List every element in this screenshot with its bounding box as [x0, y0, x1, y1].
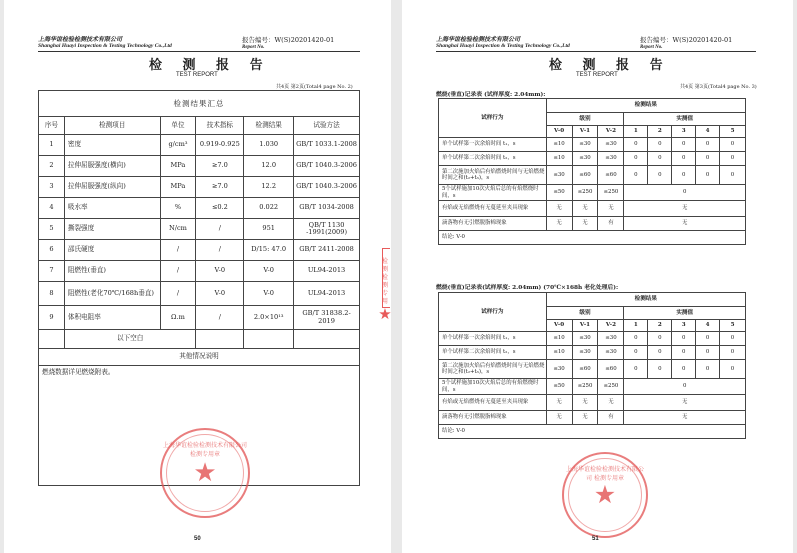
report-number: 报告编号：W(S)20201420-01 Report No.	[242, 36, 335, 50]
summary-cell-no: 8	[39, 282, 65, 306]
grade-v0-value: ≤10	[546, 346, 572, 360]
measured-value: 0	[720, 138, 746, 152]
measured-value: 0	[696, 346, 720, 360]
measured-value-merged: 无	[624, 411, 746, 425]
grade-v2-value: 无	[598, 395, 624, 411]
fire-row	[439, 360, 746, 379]
summary-cell-result: 12.2	[244, 177, 294, 198]
measured-value: 0	[672, 138, 696, 152]
measured-value: 0	[672, 152, 696, 166]
fire-row-label: 有焰或无焰燃烧有无蔓延至夹具现象	[439, 201, 547, 217]
grade-v1-value: 无	[572, 395, 598, 411]
grade-v2-value: ≤60	[598, 166, 624, 185]
fire-row	[439, 185, 746, 201]
summary-row	[39, 306, 360, 330]
sample-label: 4	[696, 320, 720, 332]
company-name-cn: 上海华谊检验检测技术有限公司	[436, 36, 521, 43]
grade-v0-value: 无	[546, 411, 572, 425]
measured-value: 0	[696, 152, 720, 166]
header-rule	[436, 51, 756, 52]
summary-cell-method: GB/T 2411-2008	[294, 240, 360, 261]
summary-cell-spec: /	[196, 240, 244, 261]
report-page-right	[402, 0, 793, 553]
grade-v2-value: ≤30	[598, 346, 624, 360]
grade-v1-value: 无	[572, 201, 598, 217]
summary-cell-item: 拉伸屈服强度(横向)	[64, 156, 160, 177]
summary-cell-no: 5	[39, 219, 65, 240]
summary-cell-method: GB/T 1040.3-2006	[294, 156, 360, 177]
fire-row	[439, 395, 746, 411]
summary-cell-item: 邵氏硬度	[64, 240, 160, 261]
fire-table-1-title: 燃烧(垂直)记录表 (试样厚度: 2.04mm):	[436, 92, 546, 98]
summary-table	[38, 90, 360, 486]
measured-value-merged: 无	[624, 201, 746, 217]
summary-cell-spec: ≥7.0	[196, 177, 244, 198]
summary-row	[39, 135, 360, 156]
sample-label: 2	[648, 126, 672, 138]
fire-table-2-title: 燃烧(垂直)记录表(试样厚度: 2.04mm) (70℃×168h 老化处理后):	[436, 285, 619, 291]
company-header	[38, 36, 172, 50]
measured-value: 0	[624, 332, 648, 346]
grade-label: V-0	[546, 126, 572, 138]
summary-row	[39, 156, 360, 177]
grade-v1-value: ≤60	[572, 360, 598, 379]
seal-star-icon: ★	[193, 458, 217, 488]
summary-cell-unit: /	[160, 240, 196, 261]
summary-cell-method: GB/T 31838.2-2019	[294, 306, 360, 330]
other-notes-title: 其他情况说明	[39, 349, 360, 366]
summary-cell-result: V-0	[244, 261, 294, 282]
fire-row-label: 第二次施加火焰后有焰燃烧时间与无焰燃烧时间之和(t₂+t₃)，s	[439, 166, 547, 185]
summary-cell-item: 密度	[64, 135, 160, 156]
fire-row-label: 滴落物有无引燃脱脂棉现象	[439, 411, 547, 425]
fire-row	[439, 166, 746, 185]
summary-cell-no: 3	[39, 177, 65, 198]
sample-label: 5	[720, 320, 746, 332]
sample-label: 4	[696, 126, 720, 138]
fire-row-label: 5个试样施加10次火焰后总的有焰燃烧时间，s	[439, 379, 547, 395]
grade-v2-value: 无	[598, 201, 624, 217]
grade-v2-value: ≤30	[598, 138, 624, 152]
summary-cell-item: 阻燃性(垂直)	[64, 261, 160, 282]
summary-cell-result: 12.0	[244, 156, 294, 177]
other-notes-text: 燃烧数据详见燃烧附表。	[39, 366, 360, 486]
summary-cell-item: 体积电阻率	[64, 306, 160, 330]
summary-cell-spec: V-0	[196, 282, 244, 306]
page-number: 51	[592, 536, 599, 542]
grade-label: V-1	[572, 320, 598, 332]
stamp-star-icon: ★	[378, 305, 392, 323]
page-number: 50	[194, 536, 201, 542]
grade-v0-value: ≤10	[546, 152, 572, 166]
measured-value-merged: 0	[624, 379, 746, 395]
col-grade-header: 级别	[546, 307, 624, 320]
grade-v1-value: ≤30	[572, 332, 598, 346]
measured-value: 0	[624, 166, 648, 185]
report-subtitle: TEST REPORT	[576, 72, 618, 78]
summary-cell-unit: MPa	[160, 177, 196, 198]
seam-stamp-left: 检测 检测专用 ★	[373, 258, 397, 322]
grade-v2-value: ≤60	[598, 360, 624, 379]
measured-value: 0	[624, 346, 648, 360]
measured-value: 0	[648, 166, 672, 185]
col-measured-header: 实测值	[624, 307, 746, 320]
col-behavior-header: 试样行为	[439, 293, 547, 332]
summary-cell-spec: ≥7.0	[196, 156, 244, 177]
col-measured-header: 实测值	[624, 113, 746, 126]
measured-value: 0	[672, 360, 696, 379]
sample-label: 5	[720, 126, 746, 138]
grade-v0-value: ≤30	[546, 360, 572, 379]
report-number: 报告编号：W(S)20201420-01 Report No.	[640, 36, 733, 50]
summary-cell-no: 9	[39, 306, 65, 330]
grade-v1-value: ≤30	[572, 152, 598, 166]
report-number-value: W(S)20201420-01	[672, 36, 733, 44]
col-results-header: 检测结果	[546, 99, 745, 113]
measured-value: 0	[648, 332, 672, 346]
measured-value-merged: 无	[624, 395, 746, 411]
summary-title: 检测结果汇总	[39, 91, 360, 117]
summary-cell-method: GB/T 1040.3-2006	[294, 177, 360, 198]
company-name-cn: 上海华谊检验检测技术有限公司	[38, 36, 123, 43]
grade-v2-value: ≤30	[598, 332, 624, 346]
grade-v1-value: ≤30	[572, 346, 598, 360]
page-info: 共4页 第3页(Total4 page No. 3)	[680, 84, 757, 90]
summary-cell-item: 撕裂强度	[64, 219, 160, 240]
grade-v2-value: 有	[598, 411, 624, 425]
measured-value: 0	[696, 332, 720, 346]
grade-label: V-0	[546, 320, 572, 332]
grade-v1-value: ≤250	[572, 185, 598, 201]
fire-row-label: 第二次施加火焰后有焰燃烧时间与无焰燃烧时间之和(t₂+t₃)，s	[439, 360, 547, 379]
summary-cell-no: 2	[39, 156, 65, 177]
grade-label: V-1	[572, 126, 598, 138]
company-name-en: Shanghai Huayi Inspection & Testing Technology Co.,Ltd	[436, 43, 570, 49]
grade-v0-value: ≤50	[546, 185, 572, 201]
measured-value-merged: 0	[624, 185, 746, 201]
fire-record-table-1	[438, 98, 746, 245]
summary-cell-result: V-0	[244, 282, 294, 306]
report-number-value: W(S)20201420-01	[274, 36, 335, 44]
summary-cell-spec: V-0	[196, 261, 244, 282]
summary-cell-result: D/15: 47.0	[244, 240, 294, 261]
summary-cell-no: 1	[39, 135, 65, 156]
summary-cell-no: 6	[39, 240, 65, 261]
grade-v0-value: ≤10	[546, 332, 572, 346]
measured-value: 0	[648, 138, 672, 152]
measured-value: 0	[624, 360, 648, 379]
summary-cell-unit: N/cm	[160, 219, 196, 240]
measured-value: 0	[720, 166, 746, 185]
measured-value: 0	[648, 152, 672, 166]
measured-value: 0	[720, 152, 746, 166]
fire-row	[439, 217, 746, 231]
summary-cell-spec: /	[196, 306, 244, 330]
grade-v1-value: ≤250	[572, 379, 598, 395]
fire-row	[439, 152, 746, 166]
grade-v1-value: 无	[572, 411, 598, 425]
official-seal: 上海华谊检验检测技术有限公司 检测专用章 ★	[160, 428, 250, 518]
summary-cell-method: UL94-2013	[294, 282, 360, 306]
measured-value: 0	[720, 360, 746, 379]
grade-v0-value: 无	[546, 395, 572, 411]
measured-value: 0	[648, 346, 672, 360]
summary-cell-result: 2.0×10¹³	[244, 306, 294, 330]
grade-v1-value: 无	[572, 217, 598, 231]
grade-label: V-2	[598, 320, 624, 332]
summary-row	[39, 219, 360, 240]
fire-row-label: 有焰或无焰燃烧有无蔓延至夹具现象	[439, 395, 547, 411]
summary-cell-method: GB/T 1034-2008	[294, 198, 360, 219]
grade-v2-value: ≤30	[598, 152, 624, 166]
summary-cell-item: 吸水率	[64, 198, 160, 219]
grade-v2-value: 有	[598, 217, 624, 231]
measured-value: 0	[672, 166, 696, 185]
measured-value: 0	[624, 138, 648, 152]
measured-value: 0	[648, 360, 672, 379]
summary-cell-item: 阻燃性(老化70℃/168h垂直)	[64, 282, 160, 306]
summary-row	[39, 282, 360, 306]
grade-v0-value: ≤30	[546, 166, 572, 185]
report-title: 检 测 报 告	[549, 58, 671, 73]
report-title: 检 测 报 告	[149, 58, 271, 73]
summary-cell-item: 拉伸屈服强度(纵向)	[64, 177, 160, 198]
report-subtitle: TEST REPORT	[176, 72, 218, 78]
summary-cell-spec: 0.919-0.925	[196, 135, 244, 156]
col-grade-header: 级别	[546, 113, 624, 126]
report-page-left	[4, 0, 391, 553]
fire-row-label: 单个试样第二次余焰时间 t₂，s	[439, 152, 547, 166]
col-behavior-header: 试样行为	[439, 99, 547, 138]
fire-row	[439, 346, 746, 360]
summary-cell-unit: %	[160, 198, 196, 219]
grade-label: V-2	[598, 126, 624, 138]
sample-label: 2	[648, 320, 672, 332]
summary-cell-unit: MPa	[160, 156, 196, 177]
sample-label: 1	[624, 320, 648, 332]
fire-row	[439, 411, 746, 425]
measured-value: 0	[720, 346, 746, 360]
summary-rows	[39, 135, 360, 330]
sample-label: 1	[624, 126, 648, 138]
measured-value: 0	[720, 332, 746, 346]
fire-row-label: 滴落物有无引燃脱脂棉现象	[439, 217, 547, 231]
grade-v0-value: 无	[546, 201, 572, 217]
summary-row	[39, 261, 360, 282]
grade-v1-value: ≤30	[572, 138, 598, 152]
summary-cell-spec: ≤0.2	[196, 198, 244, 219]
summary-cell-unit: /	[160, 261, 196, 282]
summary-cell-no: 4	[39, 198, 65, 219]
fire-row-label: 单个试样第二次余焰时间 t₂，s	[439, 346, 547, 360]
summary-row	[39, 177, 360, 198]
grade-v1-value: ≤60	[572, 166, 598, 185]
summary-cell-result: 951	[244, 219, 294, 240]
summary-cell-method: GB/T 1033.1-2008	[294, 135, 360, 156]
measured-value: 0	[696, 138, 720, 152]
summary-row	[39, 198, 360, 219]
fire-record-table-2	[438, 292, 746, 439]
grade-v2-value: ≤250	[598, 185, 624, 201]
summary-header-row: 序号 检测项目 单位 技术指标 检测结果 试验方法	[39, 117, 360, 135]
grade-v0-value: ≤50	[546, 379, 572, 395]
grade-v2-value: ≤250	[598, 379, 624, 395]
summary-cell-result: 0.022	[244, 198, 294, 219]
conclusion: 结论: V-0	[439, 425, 746, 439]
summary-row	[39, 240, 360, 261]
summary-cell-spec: /	[196, 219, 244, 240]
measured-value: 0	[696, 360, 720, 379]
seal-star-icon: ★	[593, 480, 617, 509]
conclusion: 结论: V-0	[439, 231, 746, 245]
header-rule	[38, 51, 360, 52]
sample-label: 3	[672, 126, 696, 138]
fire-row-label: 5个试样施加10次火焰后总的有焰燃烧时间，s	[439, 185, 547, 201]
fire-row	[439, 332, 746, 346]
fire-row-label: 单个试样第一次余焰时间 t₁，s	[439, 332, 547, 346]
sample-label: 3	[672, 320, 696, 332]
grade-v0-value: 无	[546, 217, 572, 231]
fire-row	[439, 138, 746, 152]
company-name-en: Shanghai Huayi Inspection & Testing Technology Co.,Ltd	[38, 43, 172, 49]
summary-cell-method: QB/T 1130 -1991(2009)	[294, 219, 360, 240]
measured-value: 0	[624, 152, 648, 166]
fire-row-label: 单个试样第一次余焰时间 t₁，s	[439, 138, 547, 152]
summary-cell-result: 1.030	[244, 135, 294, 156]
summary-cell-unit: /	[160, 282, 196, 306]
fire-row	[439, 201, 746, 217]
grade-v0-value: ≤10	[546, 138, 572, 152]
summary-cell-unit: g/cm³	[160, 135, 196, 156]
measured-value: 0	[672, 332, 696, 346]
summary-cell-method: UL94-2013	[294, 261, 360, 282]
page-info: 共4页 第2页(Total4 page No. 2)	[276, 84, 353, 90]
measured-value-merged: 无	[624, 217, 746, 231]
measured-value: 0	[672, 346, 696, 360]
col-results-header: 检测结果	[546, 293, 745, 307]
blank-row-note: 以下空白	[64, 330, 196, 349]
summary-cell-no: 7	[39, 261, 65, 282]
summary-cell-unit: Ω.m	[160, 306, 196, 330]
fire-row	[439, 379, 746, 395]
official-seal: 上海华谊检验检测技术有限公司 检测专用章 ★	[562, 452, 648, 538]
company-header	[436, 36, 570, 50]
measured-value: 0	[696, 166, 720, 185]
